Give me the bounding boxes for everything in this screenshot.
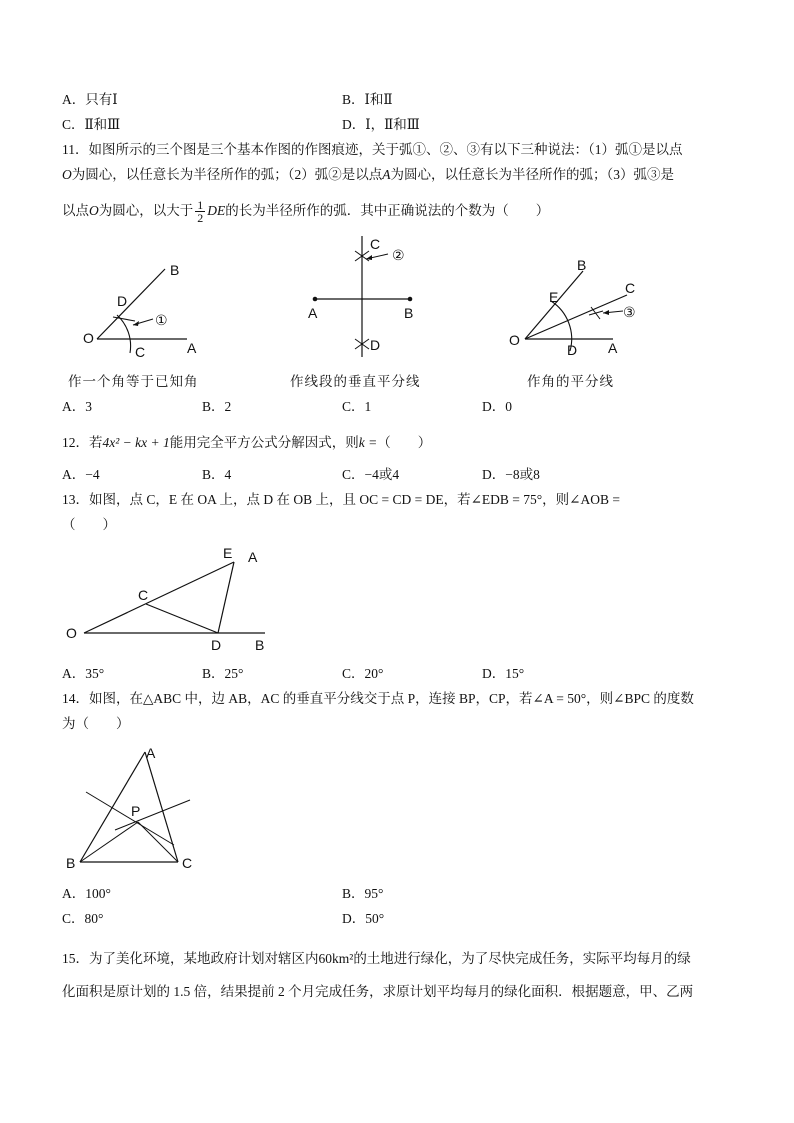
fig1-label-a: A: [187, 340, 197, 356]
q11-option-d: D．0: [482, 399, 512, 414]
q13-label-d: D: [211, 637, 222, 653]
q15-stem-line2: 化面积是原计划的 1.5 倍，结果提前 2 个月完成任务，求原计划平均每月的绿化面积．根据题意，甲、乙两: [62, 984, 694, 999]
fraction-one-half: $\frac{1}{2}$: [197, 198, 204, 226]
fig2-label-c: C: [370, 236, 381, 252]
q11-stem-line1: 11．如图所示的三个图是三个基本作图的作图痕迹，关于弧①、②、③有以下三种说法：（1）弧①是以点: [62, 142, 683, 157]
q11-figure-copy-angle: [75, 255, 220, 360]
q10-option-c: C．Ⅱ和Ⅲ: [62, 117, 121, 132]
q12-option-c: C．−4或4: [342, 467, 400, 482]
fig1-label-c: C: [135, 344, 146, 360]
q14-label-p: P: [131, 803, 141, 819]
fig3-arc-mark: ③: [623, 304, 636, 320]
q14-stem-cont: 为（ ）: [62, 716, 130, 731]
fig1-label-d: D: [117, 293, 128, 309]
q13-option-b: B．25°: [202, 666, 244, 681]
q13-option-d: D．15°: [482, 666, 525, 681]
q13-stem-cont: （ ）: [62, 517, 116, 532]
q11-caption-2: 作线段的垂直平分线: [290, 374, 421, 389]
q14-option-a: A．100°: [62, 886, 111, 901]
fig3-label-b: B: [577, 257, 587, 273]
q13-stem: 13．如图，点 C，E 在 OA 上，点 D 在 OB 上，且 OC = CD = DE，若∠EDB = 75°，则∠AOB =: [62, 492, 620, 507]
q10-option-d: D．Ⅰ，Ⅱ和Ⅲ: [342, 117, 420, 132]
q11-option-a: A．3: [62, 399, 92, 414]
fig3-label-c: C: [625, 280, 636, 296]
q14-option-d: D．50°: [342, 911, 385, 926]
q11-option-b: B．2: [202, 399, 232, 414]
q14-stem: 14．如图，在△ABC 中，边 AB，AC 的垂直平分线交于点 P，连接 BP，CP，若∠A = 50°，则∠BPC 的度数: [62, 691, 694, 706]
q13-label-c: C: [138, 587, 149, 603]
q11-figure-angle-bisector: [505, 255, 655, 360]
fig1-label-o: O: [83, 330, 94, 346]
fig3-label-d: D: [567, 342, 578, 358]
q14-option-c: C．80°: [62, 911, 104, 926]
q11-caption-3: 作角的平分线: [527, 374, 614, 389]
fig2-label-b: B: [404, 305, 414, 321]
q13-label-o: O: [66, 625, 77, 641]
q13-option-c: C．20°: [342, 666, 384, 681]
fig3-label-o: O: [509, 332, 520, 348]
q14-label-a: A: [146, 745, 156, 761]
q11-caption-1: 作一个角等于已知角: [68, 374, 199, 389]
q11-stem-line3: 以点O为圆心，以大于 $\frac{1}{2}$ DE的长为半径所作的弧．其中正确说法的个数为（ ）: [62, 198, 550, 226]
q14-label-b: B: [66, 855, 76, 871]
q14-option-b: B．95°: [342, 886, 384, 901]
q10-option-a: A．只有Ⅰ: [62, 92, 118, 107]
q13-figure: [60, 540, 275, 655]
q11-option-c: C．1: [342, 399, 372, 414]
q12-option-d: D．−8或8: [482, 467, 540, 482]
q13-label-a: A: [248, 549, 258, 565]
q13-label-e: E: [223, 545, 233, 561]
q15-stem-line1: 15．为了美化环境，某地政府计划对辖区内60km²的土地进行绿化，为了尽快完成任务，实际平均每月的绿: [62, 951, 691, 966]
q14-figure: [60, 740, 210, 875]
q10-option-b: B．Ⅰ和Ⅱ: [342, 92, 393, 107]
fig1-arc-mark: ①: [155, 312, 168, 328]
fig1-label-b: B: [170, 262, 180, 278]
q13-option-a: A．35°: [62, 666, 105, 681]
q12-stem: 12．若4x² − kx + 1能用完全平方公式分解因式，则k =（ ）: [62, 435, 432, 450]
fig2-label-a: A: [308, 305, 318, 321]
q14-label-c: C: [182, 855, 193, 871]
fig2-arc-mark: ②: [392, 247, 405, 263]
fig2-label-d: D: [370, 337, 381, 353]
q11-figure-perpendicular-bisector: [300, 232, 435, 362]
fig3-label-e: E: [549, 289, 559, 305]
fig3-label-a: A: [608, 340, 618, 356]
q12-option-b: B．4: [202, 467, 232, 482]
q12-option-a: A．−4: [62, 467, 100, 482]
q11-stem-line2: O为圆心，以任意长为半径所作的弧；（2）弧②是以点A为圆心，以任意长为半径所作的弧；（3）弧③是: [62, 167, 674, 182]
q13-label-b: B: [255, 637, 265, 653]
